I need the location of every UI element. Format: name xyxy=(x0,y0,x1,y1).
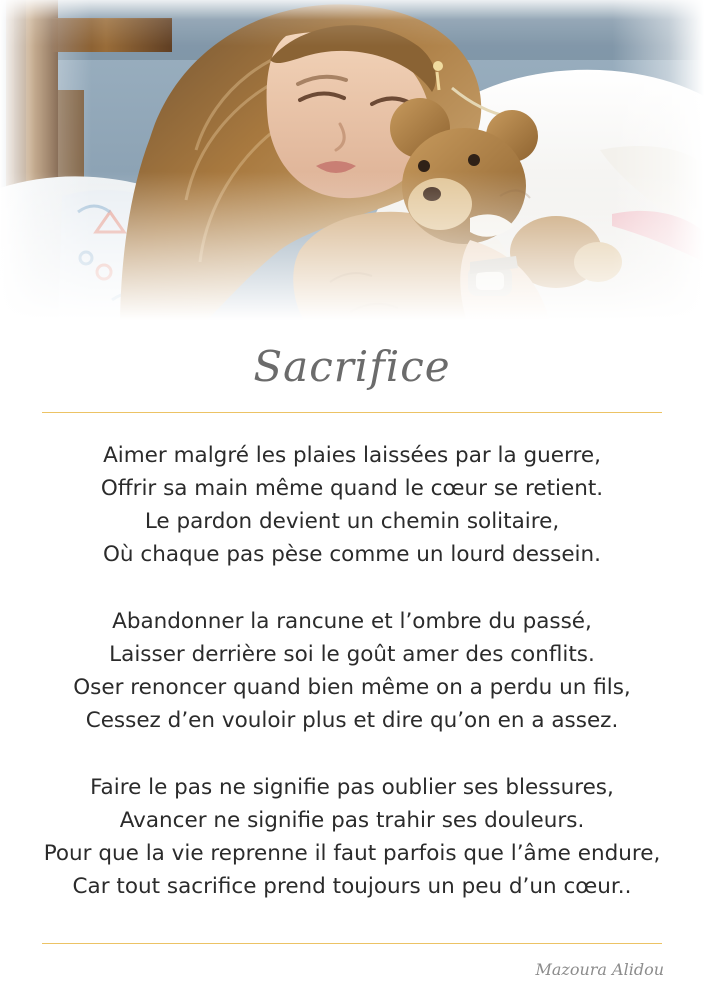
photo-illustration xyxy=(0,0,704,330)
poem-line: Aimer malgré les plaies laissées par la guerre, xyxy=(103,443,601,469)
poem-body xyxy=(34,439,670,903)
poem-line: Laisser derrière soi le goût amer des conflits. xyxy=(109,642,595,668)
divider-top xyxy=(42,412,662,413)
poem-line: Avancer ne signifie pas trahir ses douleurs. xyxy=(119,808,585,834)
divider-bottom-wrap xyxy=(34,943,670,944)
stanza xyxy=(34,439,670,571)
header-photo xyxy=(0,0,704,330)
signature-row xyxy=(34,960,670,980)
poem-line: Le pardon devient un chemin solitaire, xyxy=(144,509,560,535)
poem-line: Oser renoncer quand bien même on a perdu un fils, xyxy=(73,675,631,701)
poem-line: Cessez d’en vouloir plus et dire qu’on en a assez. xyxy=(85,708,619,734)
author-signature: Mazoura Alidou xyxy=(535,960,664,979)
poem-line: Offrir sa main même quand le cœur se retient. xyxy=(100,476,604,502)
poem-line: Où chaque pas pèse comme un lourd dessein. xyxy=(103,542,601,568)
stanza xyxy=(34,605,670,737)
poem-content xyxy=(0,330,704,992)
poem-title: Sacrifice xyxy=(253,342,451,391)
poem-line: Car tout sacrifice prend toujours un peu d’un cœur.. xyxy=(72,874,632,900)
poem-line: Abandonner la rancune et l’ombre du passé, xyxy=(112,609,592,635)
poem-line: Pour que la vie reprenne il faut parfois que l’âme endure, xyxy=(43,841,661,867)
divider-bottom xyxy=(42,943,662,944)
stanza xyxy=(34,771,670,903)
poem-line: Faire le pas ne signifie pas oublier ses blessures, xyxy=(90,775,614,801)
